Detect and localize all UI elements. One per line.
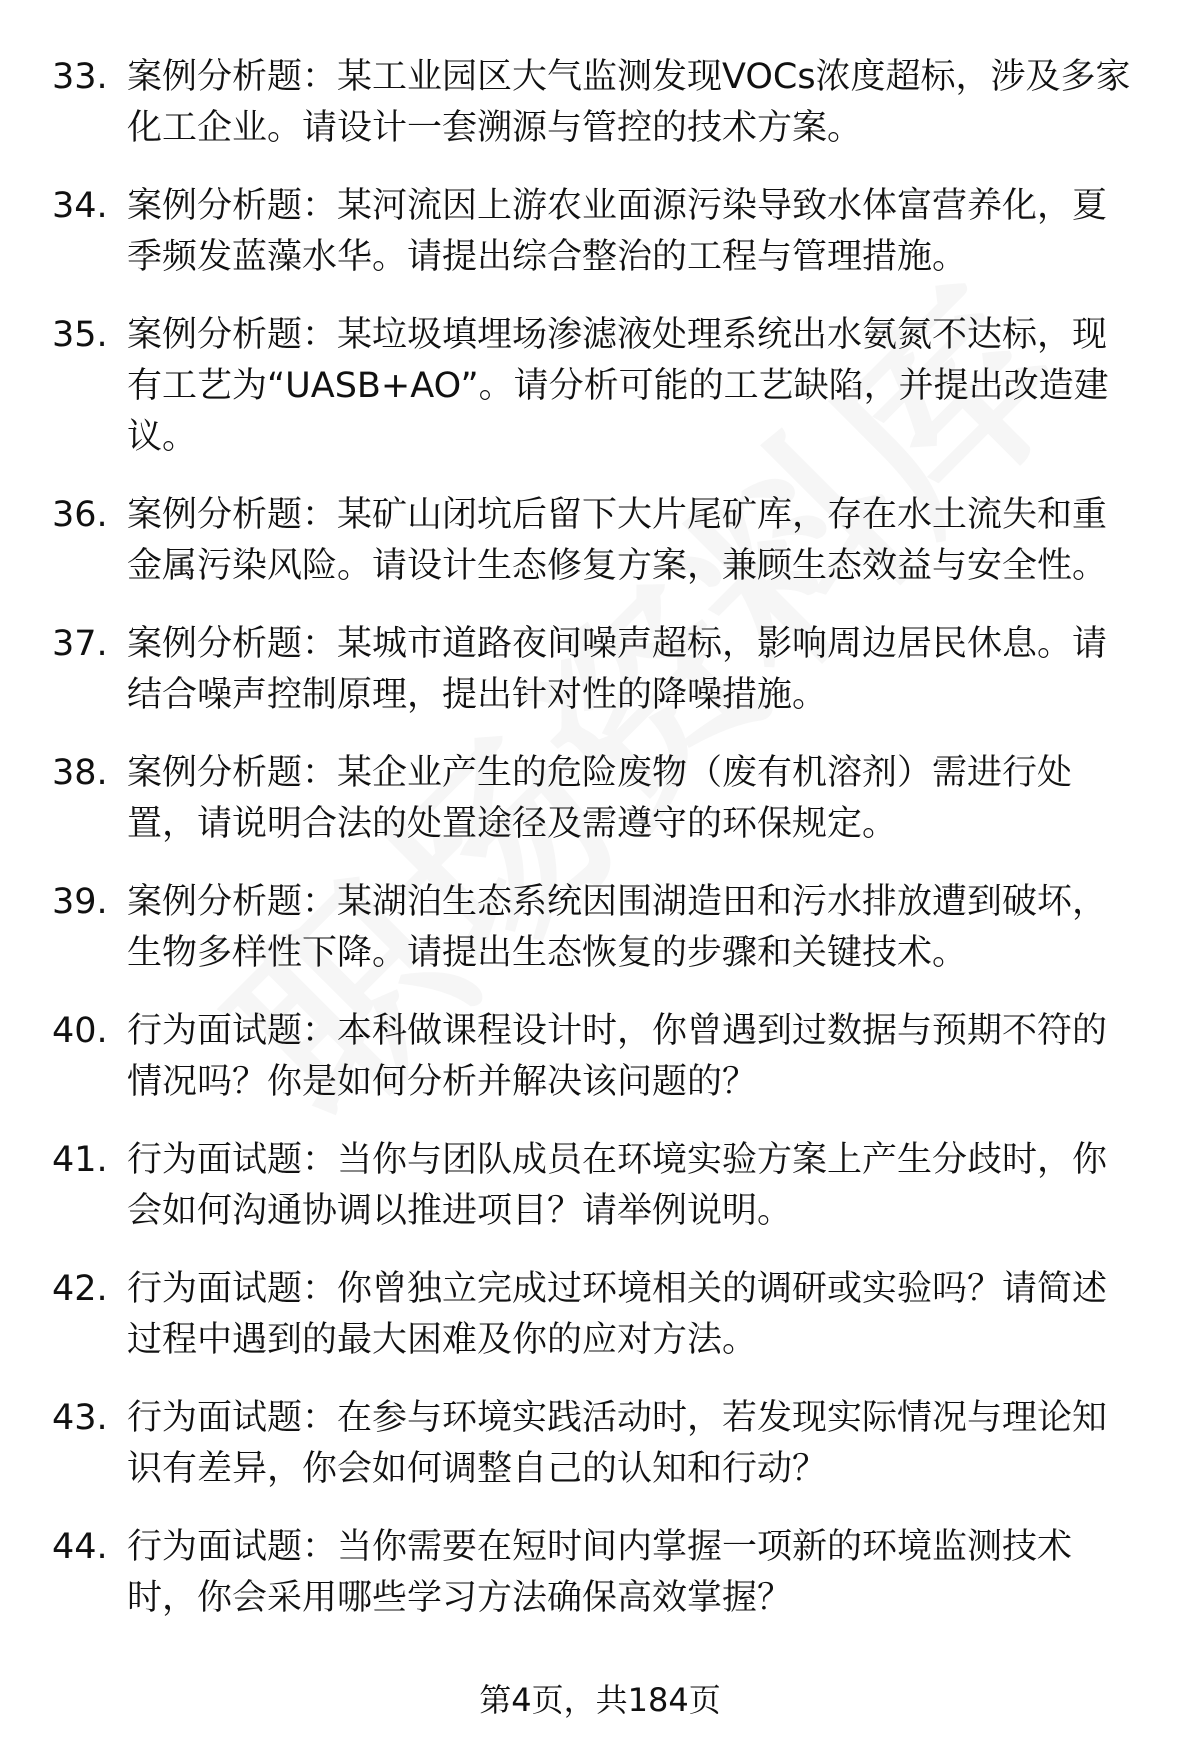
question-text: 案例分析题：某湖泊生态系统因围湖造田和污水排放遭到破坏，生物多样性下降。请提出生态恢复的步骤和关键技术。 (127, 882, 1108, 973)
question-item (0, 877, 1200, 979)
question-item (0, 1135, 1200, 1237)
question-item (0, 490, 1200, 592)
question-number: 41. (52, 1140, 108, 1180)
question-number: 42. (52, 1269, 108, 1309)
question-item (0, 1522, 1200, 1624)
question-text: 行为面试题：当你与团队成员在环境实验方案上产生分歧时，你会如何沟通协调以推进项目？请举例说明。 (127, 1140, 1108, 1231)
question-item (0, 310, 1200, 463)
question-number: 43. (52, 1398, 108, 1438)
question-number: 37. (52, 624, 108, 664)
question-text: 案例分析题：某垃圾填埋场渗滤液处理系统出水氨氮不达标，现有工艺为“UASB+AO”。请分析可能的工艺缺陷，并提出改造建议。 (127, 315, 1109, 457)
question-item (0, 619, 1200, 721)
question-item (0, 748, 1200, 850)
question-number: 44. (52, 1527, 108, 1567)
question-number: 38. (52, 753, 108, 793)
question-item (0, 1006, 1200, 1108)
question-text: 行为面试题：你曾独立完成过环境相关的调研或实验吗？请简述过程中遇到的最大困难及你的应对方法。 (127, 1269, 1108, 1360)
page-footer: 第4页，共184页 (479, 1681, 721, 1719)
question-text: 行为面试题：在参与环境实践活动时，若发现实际情况与理论知识有差异，你会如何调整自己的认知和行动？ (127, 1398, 1108, 1489)
question-number: 33. (52, 57, 108, 97)
question-text: 案例分析题：某工业园区大气监测发现VOCs浓度超标，涉及多家化工企业。请设计一套溯源与管控的技术方案。 (127, 57, 1131, 148)
question-text: 案例分析题：某河流因上游农业面源污染导致水体富营养化，夏季频发蓝藻水华。请提出综合整治的工程与管理措施。 (127, 186, 1108, 277)
question-text: 案例分析题：某企业产生的危险废物（废有机溶剂）需进行处置，请说明合法的处置途径及需遵守的环保规定。 (127, 753, 1073, 844)
question-item (0, 181, 1200, 283)
question-number: 40. (52, 1011, 108, 1051)
question-item (0, 1393, 1200, 1495)
question-text: 案例分析题：某城市道路夜间噪声超标，影响周边居民休息。请结合噪声控制原理，提出针对性的降噪措施。 (127, 624, 1108, 715)
question-number: 39. (52, 882, 108, 922)
question-text: 行为面试题：本科做课程设计时，你曾遇到过数据与预期不符的情况吗？你是如何分析并解决该问题的？ (127, 1011, 1108, 1102)
question-text: 案例分析题：某矿山闭坑后留下大片尾矿库，存在水土流失和重金属污染风险。请设计生态修复方案，兼顾生态效益与安全性。 (127, 495, 1108, 586)
question-text: 行为面试题：当你需要在短时间内掌握一项新的环境监测技术时，你会采用哪些学习方法确保高效掌握？ (127, 1527, 1073, 1618)
question-list (0, 52, 1200, 1651)
question-number: 35. (52, 315, 108, 355)
question-item (0, 1264, 1200, 1366)
question-number: 34. (52, 186, 108, 226)
question-item (0, 52, 1200, 154)
question-number: 36. (52, 495, 108, 535)
